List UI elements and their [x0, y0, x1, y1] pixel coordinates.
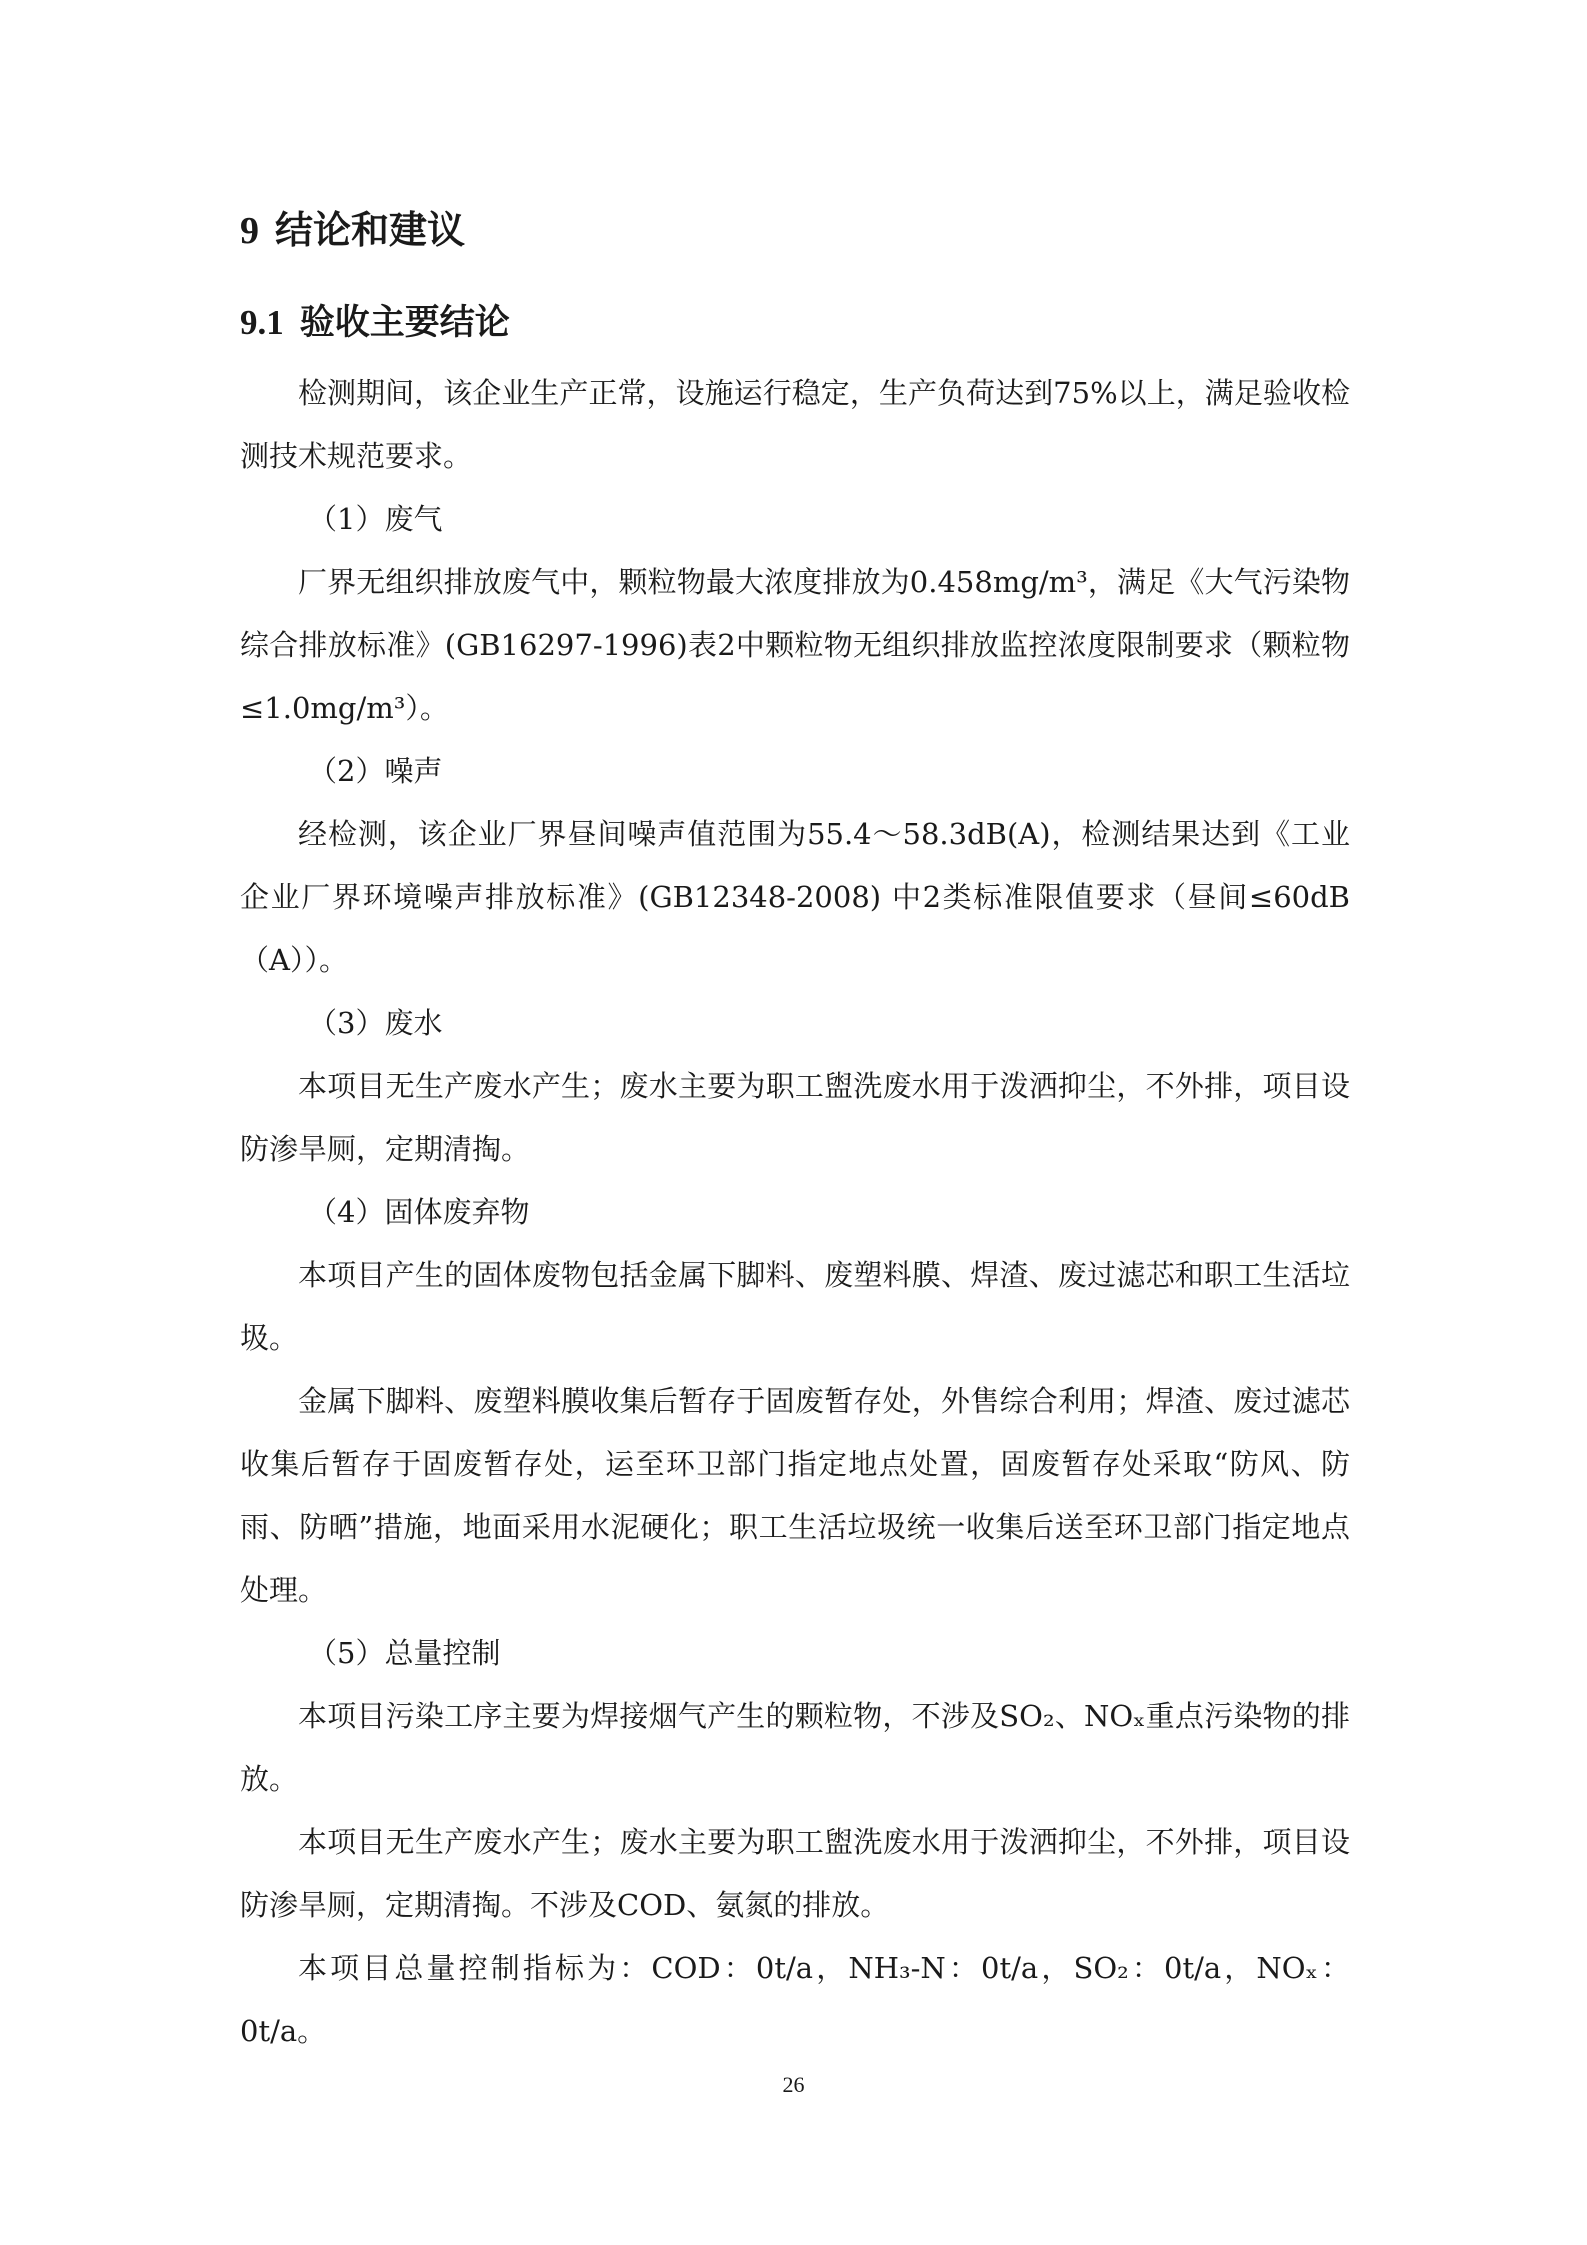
paragraph-exhaust-gas: 厂界无组织排放废气中，颗粒物最大浓度排放为0.458mg/m³，满足《大气污染物综合排放标准》(GB16297-1996)表2中颗粒物无组织排放监控浓度限制要求（颗粒物≤1.0mg/m³）。	[240, 565, 1350, 725]
subsection-label-exhaust-gas: （1）废气	[308, 502, 443, 536]
paragraph-total-control-1: 本项目污染工序主要为焊接烟气产生的颗粒物，不涉及SO₂、NOₓ重点污染物的排放。	[240, 1699, 1350, 1796]
section-number: 9.1	[240, 303, 284, 342]
subsection-label-solid-waste: （4）固体废弃物	[308, 1195, 530, 1229]
subsection-label-noise: （2）噪声	[308, 754, 443, 788]
paragraph-total-control-3: 本项目总量控制指标为：COD：0t/a，NH₃-N：0t/a，SO₂：0t/a，NOₓ：0t/a。	[240, 1951, 1350, 2048]
chapter-title: 结论和建议	[275, 207, 466, 252]
paragraph-total-control-2: 本项目无生产废水产生；废水主要为职工盥洗废水用于泼洒抑尘，不外排，项目设防渗旱厕，定期清掏。不涉及COD、氨氮的排放。	[240, 1825, 1350, 1922]
intro-paragraph: 检测期间，该企业生产正常，设施运行稳定，生产负荷达到75%以上，满足验收检测技术规范要求。	[240, 376, 1350, 473]
chapter-heading	[240, 200, 1350, 260]
page-number: 26	[782, 2072, 805, 2097]
paragraph-wastewater: 本项目无生产废水产生；废水主要为职工盥洗废水用于泼洒抑尘，不外排，项目设防渗旱厕，定期清掏。	[240, 1069, 1350, 1166]
subsection-label-wastewater: （3）废水	[308, 1006, 443, 1040]
section-heading	[240, 298, 1350, 348]
paragraph-solid-waste-2: 金属下脚料、废塑料膜收集后暂存于固废暂存处，外售综合利用；焊渣、废过滤芯收集后暂存于固废暂存处，运至环卫部门指定地点处置，固废暂存处采取“防风、防雨、防晒”措施，地面采用水泥硬化；职工生活垃圾统一收集后送至环卫部门指定地点处理。	[240, 1384, 1350, 1607]
paragraph-noise: 经检测，该企业厂界昼间噪声值范围为55.4～58.3dB(A)，检测结果达到《工业企业厂界环境噪声排放标准》(GB12348-2008) 中2类标准限值要求（昼间≤60dB（A））。	[240, 817, 1350, 977]
section-title: 验收主要结论	[299, 302, 510, 343]
page-content	[240, 200, 1350, 2063]
paragraph-solid-waste-1: 本项目产生的固体废物包括金属下脚料、废塑料膜、焊渣、废过滤芯和职工生活垃圾。	[240, 1258, 1350, 1355]
subsection-label-total-control: （5）总量控制	[308, 1636, 501, 1670]
chapter-number: 9	[240, 210, 259, 252]
